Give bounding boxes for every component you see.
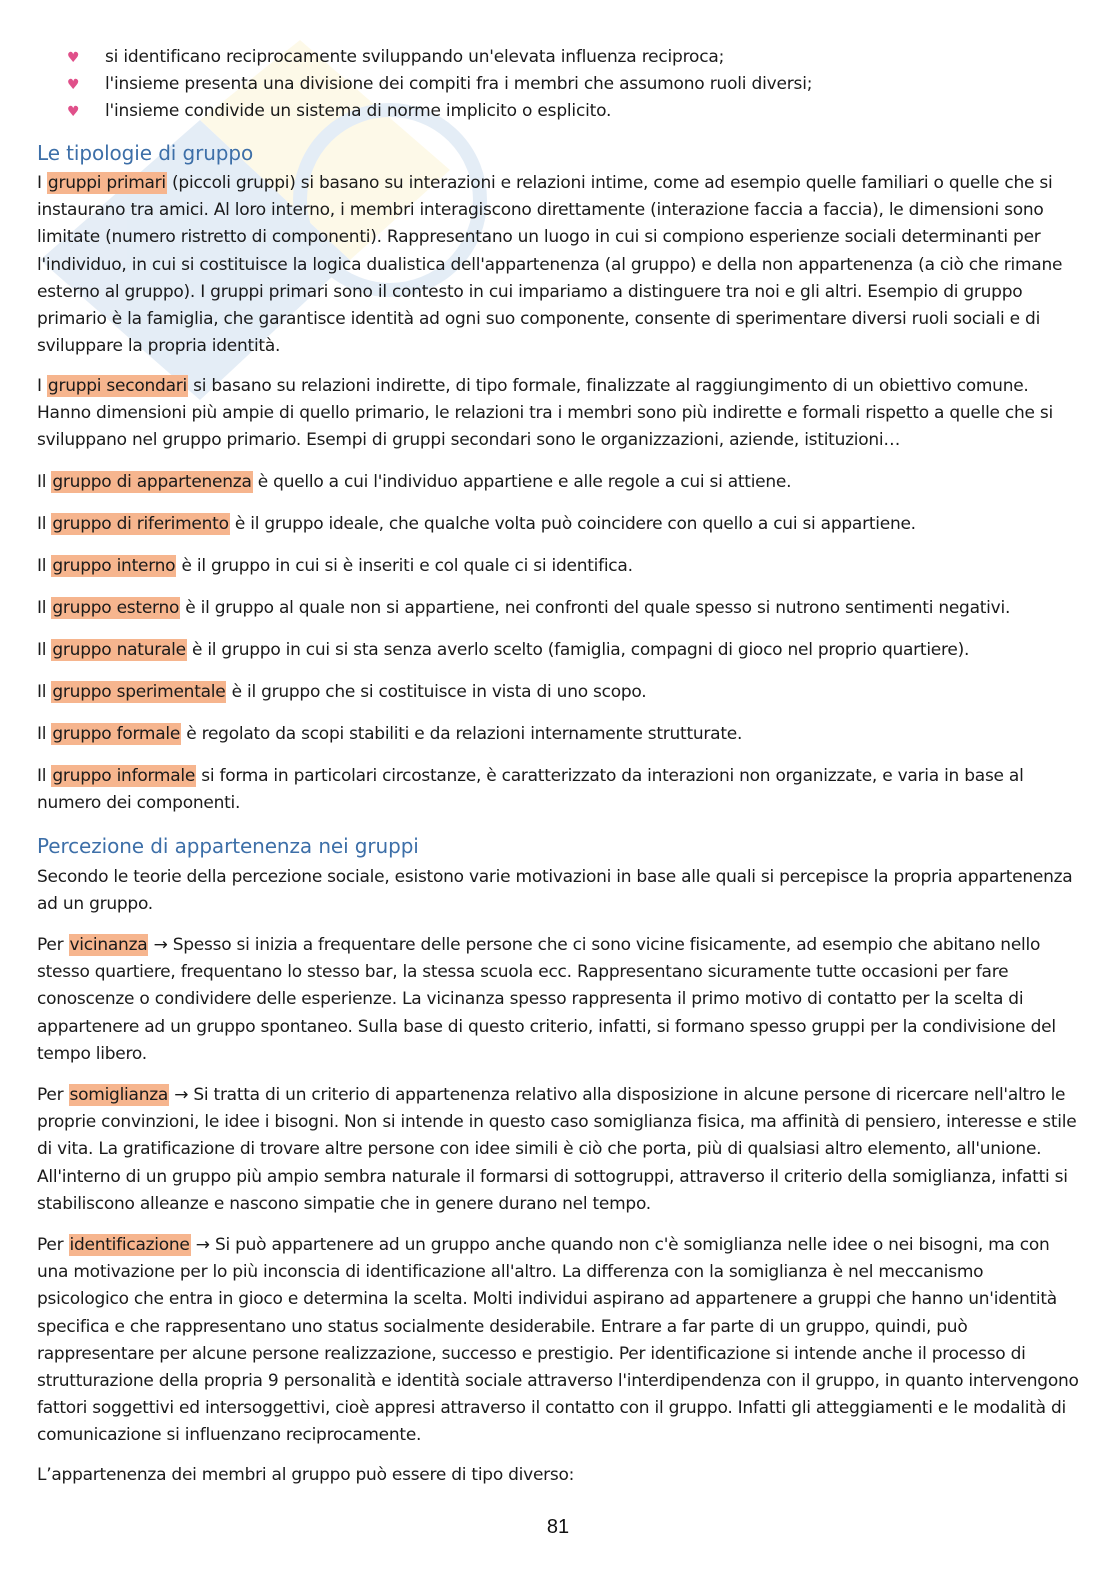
highlighted-term: gruppo sperimentale: [52, 682, 226, 702]
heart-bullet-icon: ♥: [67, 50, 80, 66]
paragraph-percezione-intro: Secondo le teorie della percezione sociale, esistono varie motivazioni in base alle quali si percepisce la propria appartenenza ad un gruppo.: [37, 867, 1073, 915]
highlighted-term: gruppo di riferimento: [52, 514, 229, 534]
paragraph-closing: L’appartenenza dei membri al gruppo può essere di tipo diverso:: [37, 1465, 575, 1485]
heart-bullet-icon: ♥: [67, 77, 80, 93]
highlighted-term: somiglianza: [69, 1085, 169, 1105]
bullet-list: [67, 44, 812, 125]
highlighted-term: gruppo di appartenenza: [52, 472, 252, 492]
highlighted-term: gruppo interno: [52, 556, 176, 576]
list-item: ♥ l'insieme presenta una divisione dei compiti fra i membri che assumono ruoli diversi;: [67, 71, 812, 98]
paragraph-gruppo-naturale: Il gruppo naturale è il gruppo in cui si sta senza averlo scelto (famiglia, compagni di gioco nel proprio quartiere).: [37, 640, 970, 660]
highlighted-term: gruppi secondari: [47, 376, 187, 396]
section-heading-tipologie: Le tipologie di gruppo: [37, 141, 254, 165]
highlighted-term: vicinanza: [69, 935, 148, 955]
highlighted-term: identificazione: [69, 1235, 190, 1255]
paragraph-gruppo-appartenenza: Il gruppo di appartenenza è quello a cui l'individuo appartiene e alle regole a cui si attiene.: [37, 472, 792, 492]
paragraph-somiglianza: Per somiglianza → Si tratta di un criterio di appartenenza relativo alla disposizione in alcune persone di ricercare nell'altro le proprie convinzioni, le idee i bisogni. Non si intende in questo caso somiglianza fisica, ma affinità di pensiero, interesse e stile di vita. La gratificazione di trovare altre persone con idee simili è ciò che porta, più di qualsiasi altro elemento, all'unione. All'interno di un gruppo più ampio sembra naturale il formarsi di sottogruppi, attraverso il criterio della somiglianza, infatti si stabiliscono alleanze e nascono simpatie che in genere durano nel tempo.: [37, 1085, 1077, 1214]
paragraph-gruppo-informale: Il gruppo informale si forma in particolari circostanze, è caratterizzato da interazioni non organizzate, e varia in base al numero dei componenti.: [37, 766, 1024, 814]
list-item: ♥ si identificano reciprocamente sviluppando un'elevata influenza reciproca;: [67, 44, 812, 71]
paragraph-gruppo-formale: Il gruppo formale è regolato da scopi stabiliti e da relazioni internamente strutturate.: [37, 724, 743, 744]
highlighted-term: gruppo esterno: [52, 598, 180, 618]
paragraph-gruppi-secondari: I gruppi secondari si basano su relazioni indirette, di tipo formale, finalizzate al raggiungimento di un obiettivo comune. Hanno dimensioni più ampie di quello primario, le relazioni tra i membri sono più indirette e formali rispetto a quelle che si sviluppano nel gruppo primario. Esempi di gruppi secondari sono le organizzazioni, aziende, istituzioni…: [37, 376, 1053, 451]
highlighted-term: gruppo informale: [52, 766, 196, 786]
section-heading-percezione: Percezione di appartenenza nei gruppi: [37, 834, 419, 858]
paragraph-gruppo-sperimentale: Il gruppo sperimentale è il gruppo che si costituisce in vista di uno scopo.: [37, 682, 647, 702]
paragraph-gruppo-esterno: Il gruppo esterno è il gruppo al quale non si appartiene, nei confronti del quale spesso si nutrono sentimenti negativi.: [37, 598, 1011, 618]
highlighted-term: gruppi primari: [47, 173, 166, 193]
list-item: ♥ l'insieme condivide un sistema di norme implicito o esplicito.: [67, 98, 812, 125]
paragraph-gruppo-riferimento: Il gruppo di riferimento è il gruppo ideale, che qualche volta può coincidere con quello a cui si appartiene.: [37, 514, 916, 534]
highlighted-term: gruppo formale: [52, 724, 181, 744]
highlighted-term: gruppo naturale: [52, 640, 186, 660]
paragraph-gruppo-interno: Il gruppo interno è il gruppo in cui si è inseriti e col quale ci si identifica.: [37, 556, 633, 576]
page-number: 81: [546, 1516, 570, 1538]
paragraph-gruppi-primari: I gruppi primari (piccoli gruppi) si basano su interazioni e relazioni intime, come ad esempio quelle familiari o quelle che si instaurano tra amici. Al loro interno, i membri interagiscono direttamente (interazione faccia a faccia), le dimensioni sono limitate (numero ristretto di componenti). Rappresentano un luogo in cui si compiono esperienze sociali determinanti per l'individuo, in cui si costituisce la logica dualistica dell'appartenenza (al gruppo) e della non appartenenza (a ciò che rimane esterno al gruppo). I gruppi primari sono il contesto in cui impariamo a distinguere tra noi e gli altri. Esempio di gruppo primario è la famiglia, che garantisce identità ad ogni suo componente, consente di sperimentare diversi ruoli sociali e di sviluppare la propria identità.: [37, 173, 1063, 357]
heart-bullet-icon: ♥: [67, 104, 80, 120]
paragraph-vicinanza: Per vicinanza → Spesso si inizia a frequentare delle persone che ci sono vicine fisicamente, ad esempio che abitano nello stesso quartiere, frequentano lo stesso bar, la stessa scuola ecc. Rappresentano sicuramente tutte occasioni per fare conoscenze o condividere delle esperienze. La vicinanza spesso rappresenta il primo motivo di contatto per la scelta di appartenere ad un gruppo spontaneo. Sulla base di questo criterio, infatti, si formano spesso gruppi per la condivisione del tempo libero.: [37, 935, 1056, 1064]
paragraph-identificazione: Per identificazione → Si può appartenere ad un gruppo anche quando non c'è somiglianza nelle idee o nei bisogni, ma con una motivazione per lo più inconscia di identificazione all'altro. La differenza con la somiglianza è nel meccanismo psicologico che entra in gioco e determina la scelta. Molti individui aspirano ad appartenere a gruppi che hanno un'identità specifica e che rappresentano uno status socialmente desiderabile. Entrare a far parte di un gruppo, quindi, può rappresentare per alcune persone realizzazione, successo e prestigio. Per identificazione si intende anche il processo di strutturazione della propria 9 personalità e identità sociale attraverso l'interdipendenza con il gruppo, in quanto intervengono fattori soggettivi ed intersoggettivi, cioè appresi attraverso il contatto con il gruppo. Infatti gli atteggiamenti e le modalità di comunicazione si influenzano reciprocamente.: [37, 1235, 1079, 1446]
